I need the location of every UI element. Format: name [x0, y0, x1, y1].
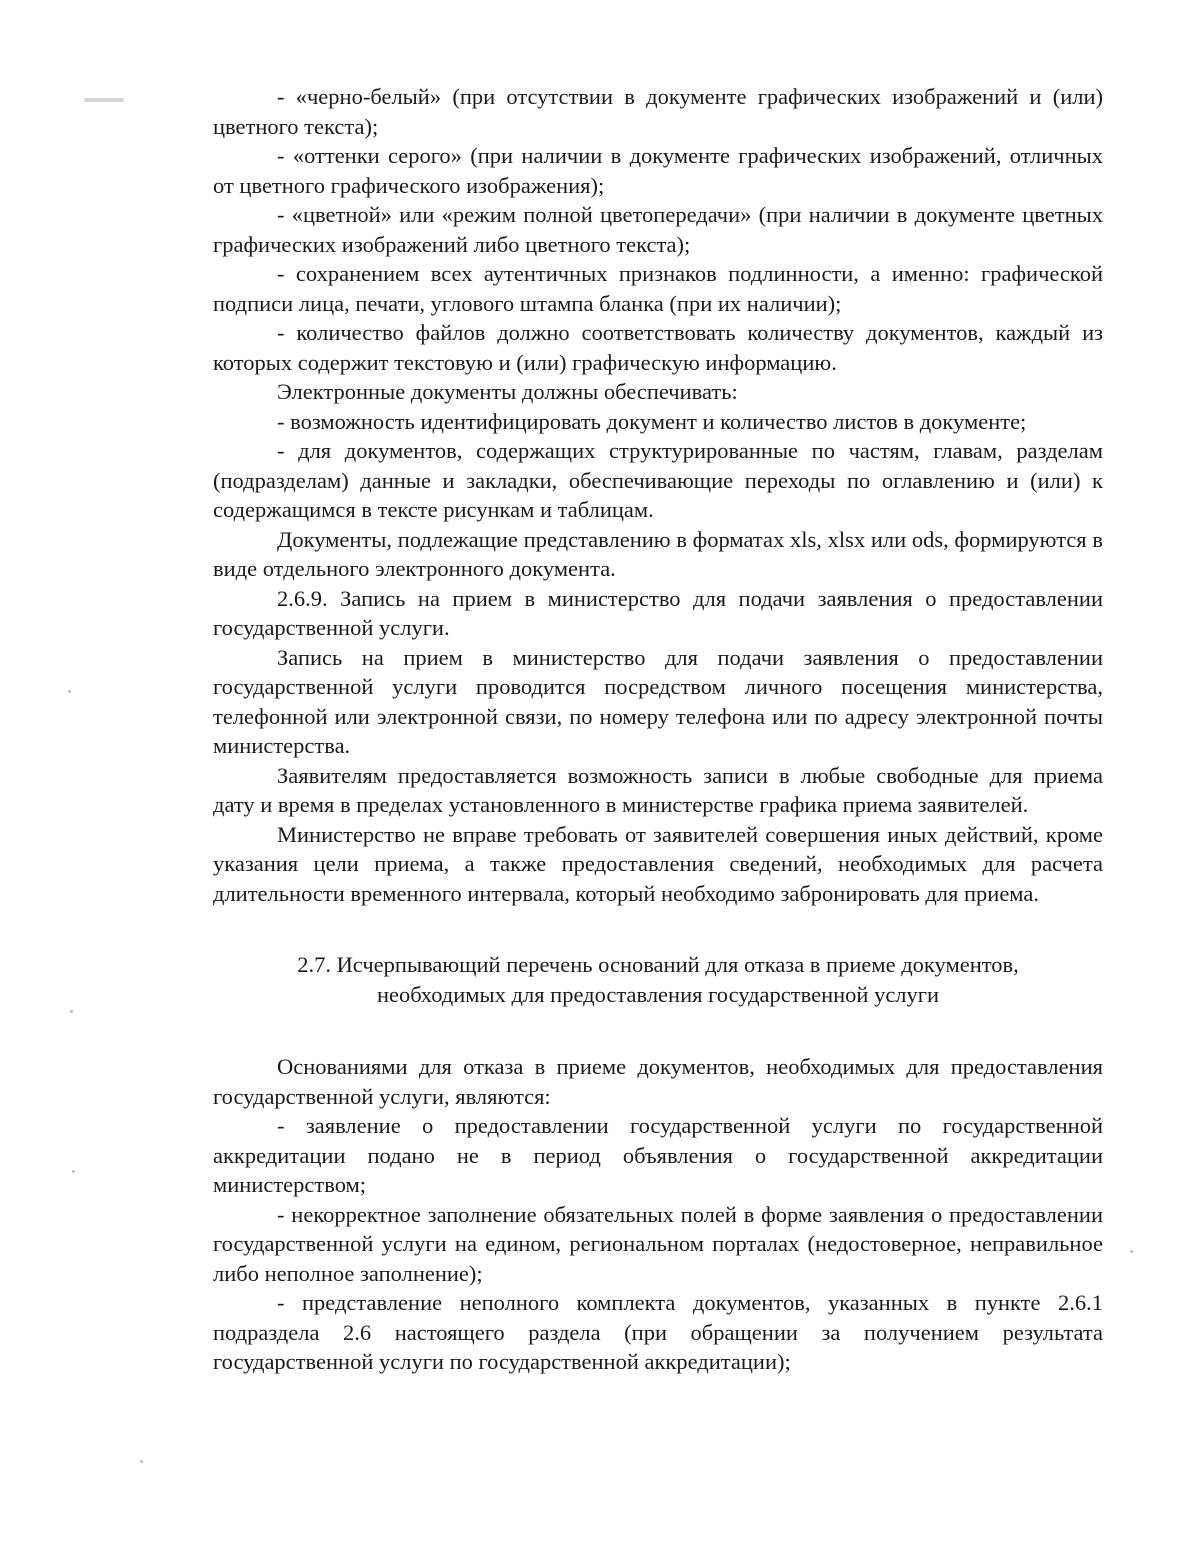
- paragraph: Основаниями для отказа в приеме документов, необходимых для предоставления государственной услуги, являются:: [213, 1054, 1103, 1109]
- paragraph: - сохранением всех аутентичных признаков подлинности, а именно: графической подписи лица, печати, углового штампа бланка (при их наличии);: [213, 261, 1103, 316]
- paragraph: Запись на прием в министерство для подачи заявления о предоставлении государственной услуги проводится посредством личного посещения министерства, телефонной или электронной связи, по номеру телефона или по адресу электронной почты министерства.: [213, 644, 1103, 758]
- paragraph: - «оттенки серого» (при наличии в документе графических изображений, отличных от цветного графического изображения);: [213, 143, 1103, 198]
- paragraph: Министерство не вправе требовать от заявителей совершения иных действий, кроме указания цели приема, а также предоставления сведений, необходимых для расчета длительности временного интервала, который необходимо забронировать для приема.: [213, 821, 1103, 906]
- document-body: [213, 82, 1103, 1377]
- scan-speck: [140, 1460, 143, 1463]
- paragraph: - «цветной» или «режим полной цветопередачи» (при наличии в документе цветных графических изображений либо цветного текста);: [213, 202, 1103, 257]
- paragraph: - представление неполного комплекта документов, указанных в пункте 2.6.1 подраздела 2.6 настоящего раздела (при обращении за получением результата государственной услуги по государственной аккредитации);: [213, 1290, 1103, 1374]
- paragraph: - заявление о предоставлении государственной услуги по государственной аккредитации подано не в период объявления о государственной аккредитации министерством;: [213, 1113, 1103, 1197]
- scan-speck: [68, 690, 71, 693]
- section-heading: 2.7. Исчерпывающий перечень оснований для отказа в приеме документов, необходимых для предоставления государственной услуги: [297, 952, 1019, 1007]
- section-item-2-6-9: 2.6.9. Запись на прием в министерство для подачи заявления о предоставлении государственной услуги.: [213, 585, 1103, 640]
- paragraph: Электронные документы должны обеспечивать:: [277, 379, 738, 404]
- paragraph: - некорректное заполнение обязательных полей в форме заявления о предоставлении государственной услуги на едином, региональном порталах (недостоверное, неправильное либо неполное заполнение);: [213, 1201, 1103, 1286]
- paragraph: - для документов, содержащих структурированные по частям, главам, разделам (подразделам) данные и закладки, обеспечивающие переходы по оглавлению и (или) к содержащимся в тексте рисункам и таблицам.: [213, 438, 1103, 522]
- paragraph: - возможность идентифицировать документ и количество листов в документе;: [277, 408, 1027, 434]
- paragraph: Документы, подлежащие представлению в форматах xls, xlsx или ods, формируются в виде отдельного электронного документа.: [213, 526, 1103, 581]
- scan-speck: [72, 1170, 75, 1173]
- paragraph: - «черно-белый» (при отсутствии в документе графических изображений и (или) цветного текста);: [213, 84, 1103, 139]
- scan-speck: [84, 98, 124, 102]
- spacer: [213, 1009, 1103, 1052]
- paragraph: - количество файлов должно соответствовать количеству документов, каждый из которых содержит текстовую и (или) графическую информацию.: [213, 320, 1103, 375]
- scan-speck: [70, 1010, 73, 1013]
- paragraph: Заявителям предоставляется возможность записи в любые свободные для приема дату и время в пределах установленного в министерстве графика приема заявителей.: [213, 762, 1103, 817]
- scan-speck: [1130, 1250, 1133, 1253]
